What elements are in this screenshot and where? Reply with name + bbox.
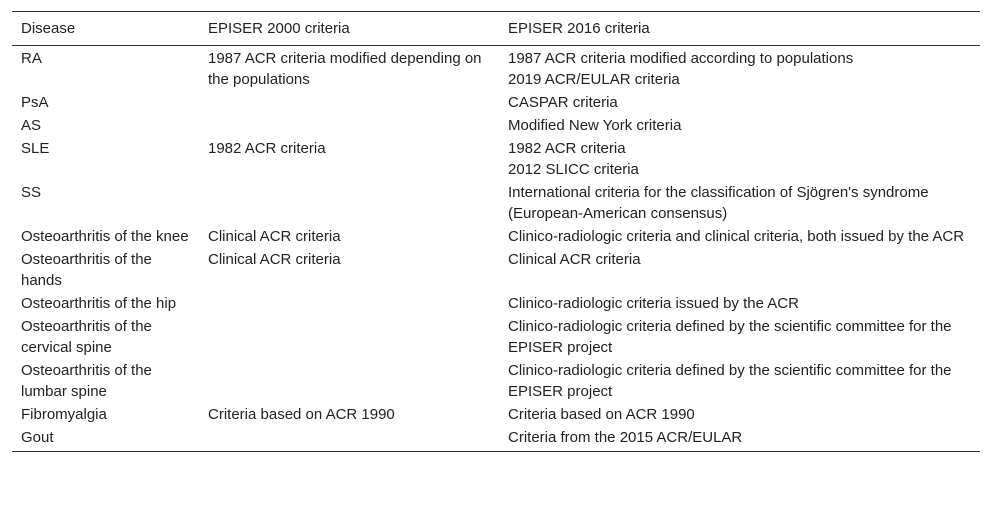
- criteria-line: 2019 ACR/EULAR criteria: [508, 71, 680, 88]
- table-row: [12, 225, 980, 248]
- episer-2000-cell: [199, 315, 499, 359]
- disease-cell: Osteoarthritis of the hands: [21, 251, 152, 289]
- disease-cell: Fibromyalgia: [21, 406, 107, 423]
- criteria-line: Criteria based on ACR 1990: [508, 406, 695, 423]
- disease-cell: Osteoarthritis of the lumbar spine: [21, 362, 152, 400]
- criteria-line: Modified New York criteria: [508, 117, 682, 134]
- header-episer-2016: EPISER 2016 criteria: [508, 20, 650, 37]
- episer-2016-cell: [499, 91, 980, 114]
- episer-2016-cell: [499, 225, 980, 248]
- episer-2000-cell: [199, 426, 499, 452]
- episer-2000-cell: [199, 359, 499, 403]
- table-row: [12, 91, 980, 114]
- episer-2000-cell: [199, 225, 499, 248]
- episer-2000-cell: [199, 46, 499, 92]
- criteria-line: Clinical ACR criteria: [208, 228, 341, 245]
- criteria-line: Clinico-radiologic criteria defined by the scientific committee for the EPISER project: [508, 362, 952, 400]
- episer-2016-cell: [499, 359, 980, 403]
- episer-2000-cell: [199, 181, 499, 225]
- episer-2016-cell: [499, 46, 980, 92]
- criteria-line: 1982 ACR criteria: [508, 140, 626, 157]
- criteria-line: 1982 ACR criteria: [208, 140, 326, 157]
- disease-cell: RA: [21, 50, 42, 67]
- criteria-line: Criteria based on ACR 1990: [208, 406, 395, 423]
- episer-2016-cell: [499, 181, 980, 225]
- table-body: [12, 46, 980, 452]
- criteria-line: CASPAR criteria: [508, 94, 618, 111]
- disease-cell: SS: [21, 184, 42, 201]
- episer-2000-cell: [199, 91, 499, 114]
- table-row: [12, 248, 980, 292]
- table-row: [12, 359, 980, 403]
- table-row: [12, 426, 980, 452]
- table-row: [12, 114, 980, 137]
- episer-2016-cell: [499, 315, 980, 359]
- episer-2016-cell: [499, 137, 980, 181]
- episer-2016-cell: [499, 292, 980, 315]
- criteria-line: Clinico-radiologic criteria defined by the scientific committee for the EPISER project: [508, 318, 952, 356]
- table-row: [12, 181, 980, 225]
- disease-cell: AS: [21, 117, 42, 134]
- episer-2000-cell: [199, 292, 499, 315]
- criteria-line: 2012 SLICC criteria: [508, 161, 639, 178]
- criteria-line: Clinico-radiologic criteria issued by the ACR: [508, 295, 799, 312]
- table-row: [12, 403, 980, 426]
- criteria-line: 1987 ACR criteria modified depending on the populations: [208, 50, 482, 88]
- disease-cell: PsA: [21, 94, 49, 111]
- table-row: [12, 46, 980, 92]
- table-row: [12, 315, 980, 359]
- criteria-table: [12, 11, 980, 452]
- table-row: [12, 137, 980, 181]
- header-disease: Disease: [21, 20, 76, 37]
- episer-2000-cell: [199, 248, 499, 292]
- episer-2016-cell: [499, 426, 980, 452]
- table-row: [12, 292, 980, 315]
- header-row: [12, 12, 980, 46]
- episer-2000-cell: [199, 137, 499, 181]
- criteria-line: 1987 ACR criteria modified according to populations: [508, 50, 854, 67]
- disease-cell: Gout: [21, 429, 54, 446]
- criteria-line: Clinical ACR criteria: [208, 251, 341, 268]
- criteria-line: Criteria from the 2015 ACR/EULAR: [508, 429, 743, 446]
- disease-cell: Osteoarthritis of the cervical spine: [21, 318, 152, 356]
- episer-2016-cell: [499, 248, 980, 292]
- disease-cell: Osteoarthritis of the knee: [21, 228, 189, 245]
- episer-2016-cell: [499, 114, 980, 137]
- criteria-table-container: [12, 11, 980, 452]
- episer-2016-cell: [499, 403, 980, 426]
- episer-2000-cell: [199, 114, 499, 137]
- table-header: [12, 12, 980, 46]
- header-episer-2000: EPISER 2000 criteria: [208, 20, 350, 37]
- disease-cell: Osteoarthritis of the hip: [21, 295, 177, 312]
- episer-2000-cell: [199, 403, 499, 426]
- criteria-line: Clinico-radiologic criteria and clinical criteria, both issued by the ACR: [508, 228, 965, 245]
- disease-cell: SLE: [21, 140, 50, 157]
- criteria-line: Clinical ACR criteria: [508, 251, 641, 268]
- criteria-line: International criteria for the classification of Sjögren's syndrome (European-American consensus): [508, 184, 929, 222]
